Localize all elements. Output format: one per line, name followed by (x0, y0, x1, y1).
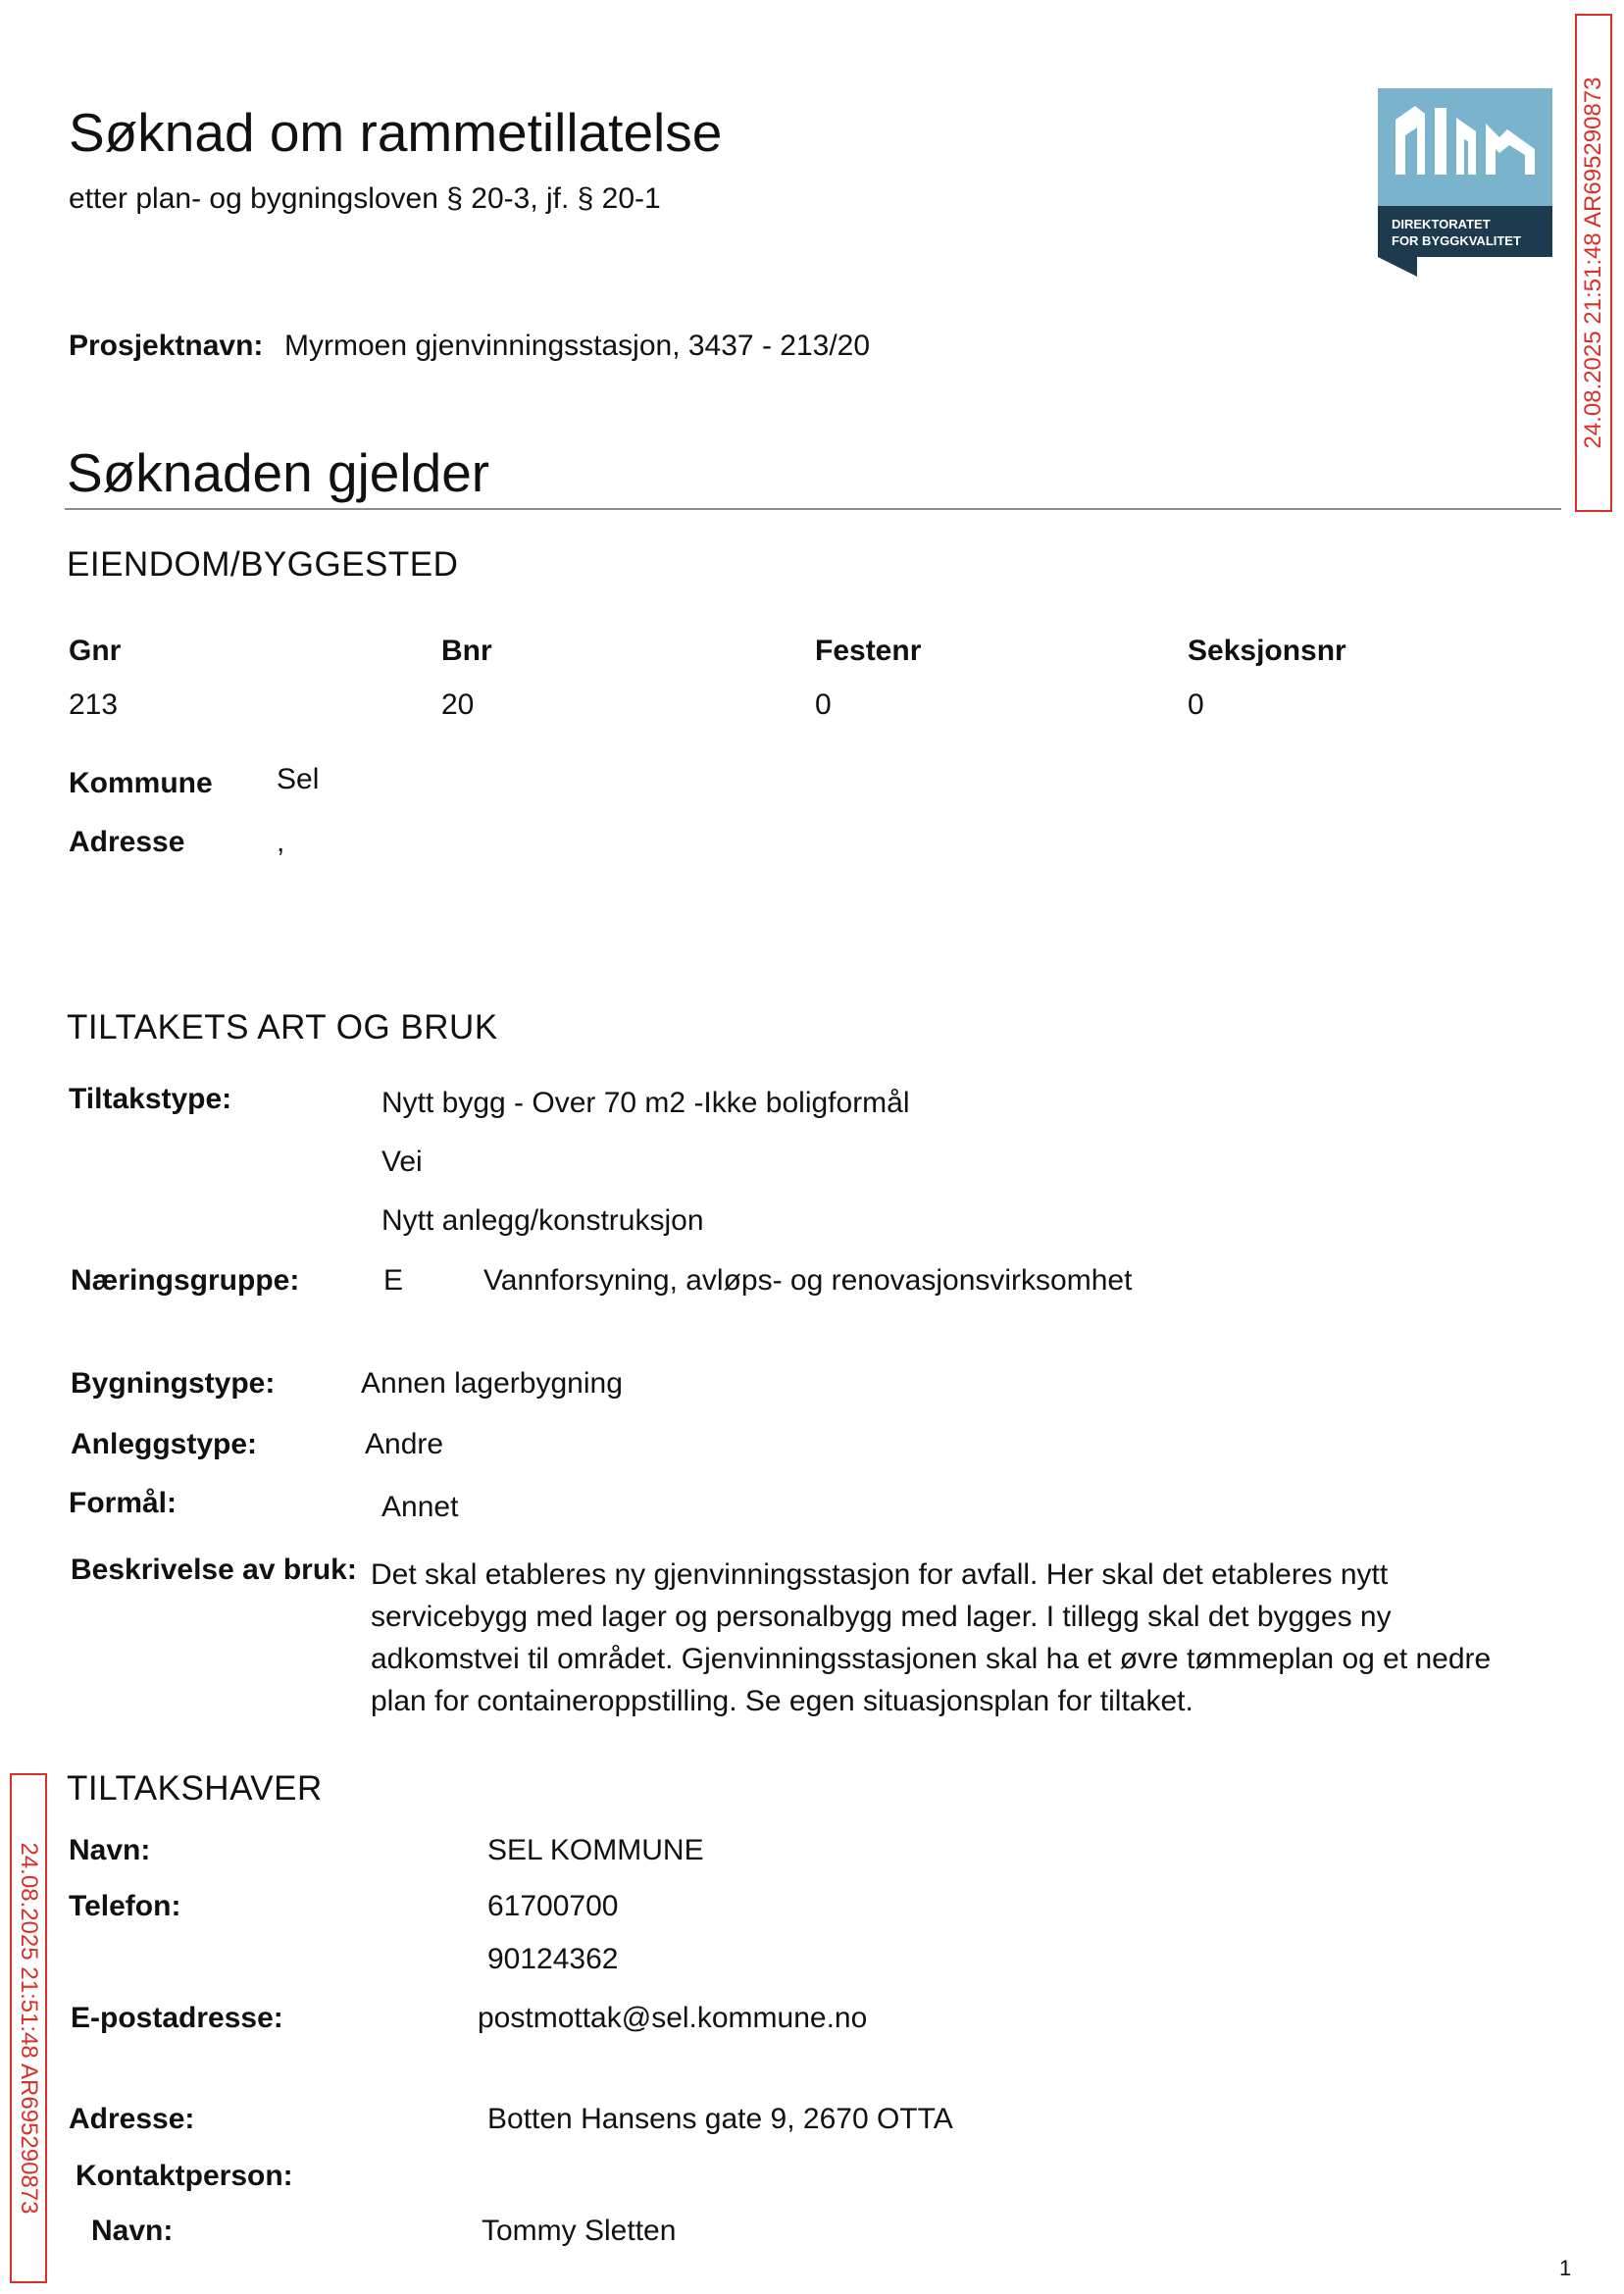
formal-value: Annet (381, 1491, 459, 1523)
tiltakshaver-adresse-label: Adresse: (69, 2103, 195, 2135)
bnr-value: 20 (441, 688, 475, 721)
document-subtitle: etter plan- og bygningsloven § 20-3, jf. § 20-1 (69, 182, 661, 215)
kommune-label: Kommune (69, 767, 213, 799)
tiltakshaver-heading: TILTAKSHAVER (67, 1769, 323, 1808)
kontaktperson-label: Kontaktperson: (76, 2160, 293, 2192)
tiltakstype-value-2: Vei (381, 1146, 423, 1178)
festenr-label: Festenr (815, 635, 922, 667)
page-number: 1 (1559, 2256, 1572, 2280)
timestamp-stamp-top (1575, 14, 1612, 512)
section-divider (65, 508, 1561, 510)
bygningstype-value: Annen lagerbygning (361, 1367, 623, 1400)
timestamp-stamp-text: 24.08.2025 21:51:48 AR695290873 (16, 1842, 42, 2215)
eiendom-heading: EIENDOM/BYGGESTED (67, 545, 459, 584)
tiltakshaver-navn-value: SEL KOMMUNE (487, 1834, 704, 1866)
beskrivelse-label: Beskrivelse av bruk: (71, 1554, 357, 1586)
logo-band (1378, 206, 1552, 257)
document-title: Søknad om rammetillatelse (69, 102, 723, 163)
tiltakshaver-adresse-value: Botten Hansens gate 9, 2670 OTTA (487, 2103, 953, 2135)
dibk-logo (1378, 88, 1552, 277)
naeringsgruppe-label: Næringsgruppe: (71, 1264, 300, 1297)
kontakt-navn-label: Navn: (91, 2215, 174, 2247)
tiltakshaver-navn-label: Navn: (69, 1834, 151, 1866)
gnr-label: Gnr (69, 635, 122, 667)
project-value: Myrmoen gjenvinningsstasjon, 3437 - 213/20 (284, 330, 871, 362)
section-heading: Søknaden gjelder (67, 442, 490, 503)
epost-value: postmottak@sel.kommune.no (478, 2002, 868, 2034)
beskrivelse-value: Det skal etableres ny gjenvinningsstasjon for avfall. Her skal det etableres nytt servicebygg med lager og personalbygg med lager. I tillegg skal det bygges ny adkomstvei til området. Gjenvinningsstasjonen skal ha et øvre tømmeplan og et nedre plan for containeroppstilling. Se egen situasjonsplan for tiltaket. (371, 1558, 1492, 1717)
tiltakstype-value-1: Nytt bygg - Over 70 m2 -Ikke boligformål (381, 1087, 910, 1119)
adresse-value: , (277, 826, 285, 858)
kontakt-navn-value: Tommy Sletten (482, 2215, 677, 2247)
naeringsgruppe-text: Vannforsyning, avløps- og renovasjonsvirksomhet (483, 1264, 1133, 1297)
naeringsgruppe-code: E (383, 1264, 404, 1297)
gnr-value: 213 (69, 688, 119, 721)
epost-label: E-postadresse: (71, 2002, 283, 2034)
tiltak-heading: TILTAKETS ART OG BRUK (67, 1008, 498, 1046)
telefon-value-1: 61700700 (487, 1890, 619, 1922)
timestamp-stamp-left (10, 1773, 47, 2283)
seksjonsnr-label: Seksjonsnr (1188, 635, 1346, 667)
festenr-value: 0 (815, 688, 832, 721)
adresse-label: Adresse (69, 826, 185, 858)
logo-tab (1378, 257, 1417, 277)
kommune-value: Sel (277, 763, 320, 795)
telefon-value-2: 90124362 (487, 1943, 619, 1975)
logo-text-line1: DIREKTORATET (1392, 217, 1491, 231)
anleggstype-value: Andre (365, 1428, 444, 1460)
timestamp-stamp-text: 24.08.2025 21:51:48 AR695290873 (1580, 76, 1606, 449)
bygningstype-label: Bygningstype: (71, 1367, 276, 1400)
bnr-label: Bnr (441, 635, 492, 667)
tiltakstype-label: Tiltakstype: (69, 1083, 232, 1115)
anleggstype-label: Anleggstype: (71, 1428, 258, 1460)
project-label: Prosjektnavn: (69, 330, 264, 362)
tiltakstype-value-3: Nytt anlegg/konstruksjon (381, 1204, 704, 1237)
seksjonsnr-value: 0 (1188, 688, 1204, 721)
telefon-label: Telefon: (69, 1890, 181, 1922)
logo-text-line2: FOR BYGGKVALITET (1392, 233, 1521, 248)
formal-label: Formål: (69, 1487, 178, 1519)
